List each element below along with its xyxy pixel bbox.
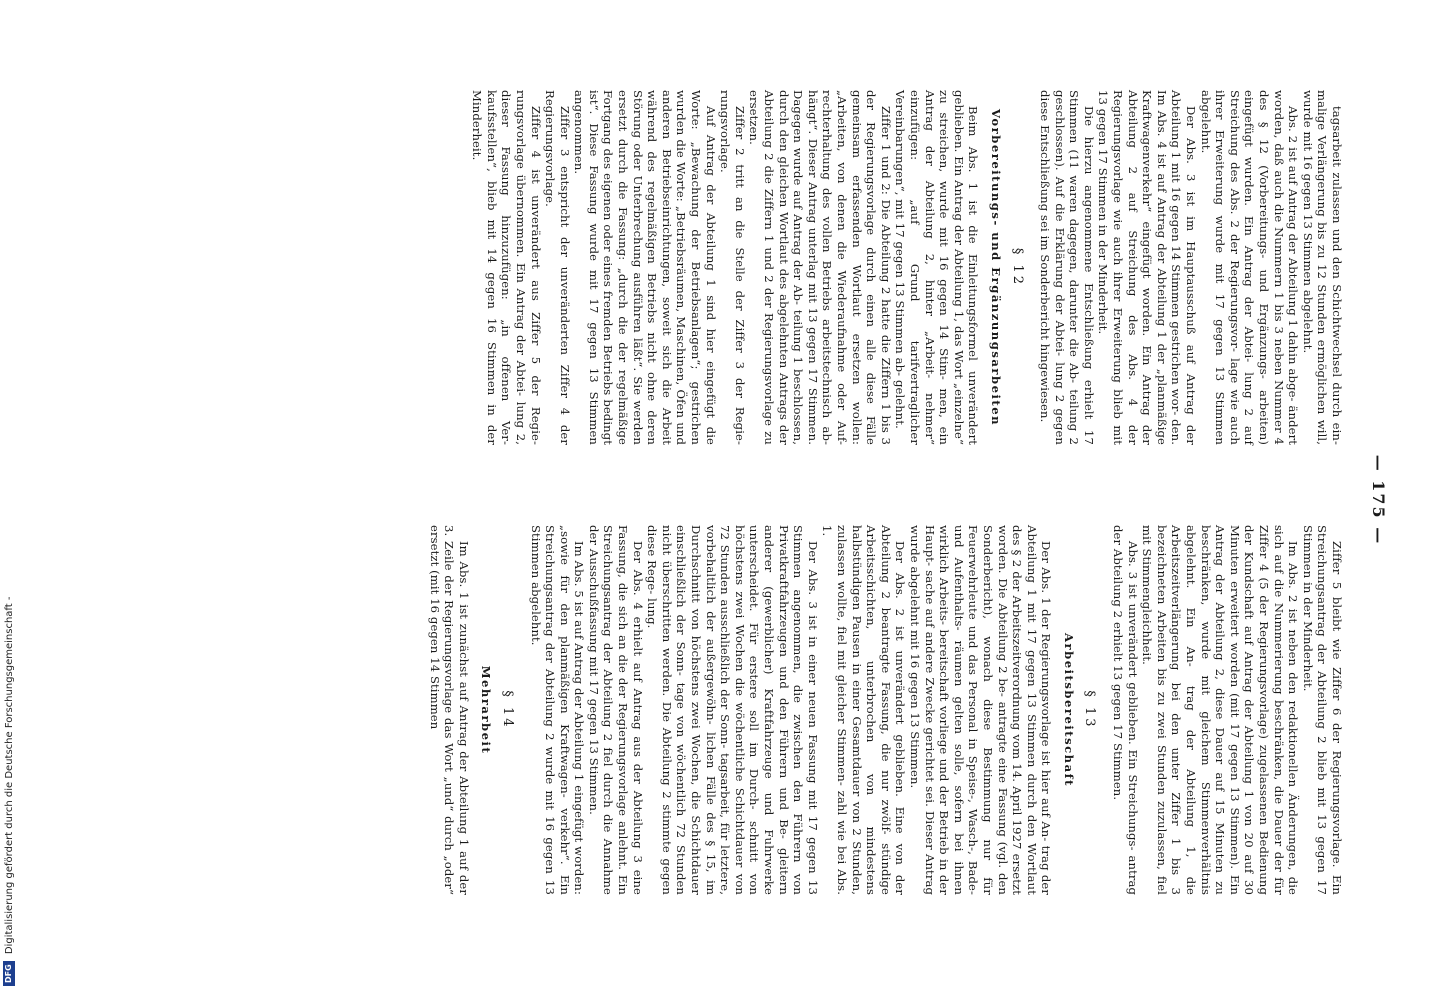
paragraph: Im Abs. 1 ist zunächst auf Antrag der Abteilung 1 auf der 3. Zeile der Regierungsvorlage das Wort „und“ durch „oder“ ersetzt (mit 16 gegen 14 Stimmen — [427, 525, 471, 895]
paragraph: Der Abs. 2 ist unverändert geblieben. Eine von der Abteilung 2 beantragte Fassung, die nur zwölf- stündige Arbeitsschichten, unterbrochen von mindestens halbstündigen Pausen in einer Gesamtdauer von 2 Stunden, zulassen wollte, fiel mit gleicher Stimmen- zahl wie bei Abs. 1. — [820, 525, 908, 895]
paragraph: Im Abs. 2 ist neben den redaktionellen Änderungen, die sich auf die Nummerierung beschränken, die Dauer der für Ziffer 4 (5 der Regierungsvorlage) zugelassenen Bedienung der Kundschaft auf Antrag der Abteilung 1 von 20 auf 30 Minuten erweitert worden (mit 17 gegen 13 Stimmen). Ein Antrag der Abteilung 2, diese Dauer auf 15 Minuten zu beschränken, wurde mit gleichem Stimmenverhältnis abgelehnt. Ein An- trag der Abteilung 1, die Arbeitszeitverlängerung bei den unter Ziffer 1 bis 3 bezeichneten Arbeiten bis zu zwei Stunden zuzulassen, fiel mit Stimmengleichheit. — [1140, 525, 1301, 895]
paragraph: Abs. 2 ist auf Antrag der Abteilung 1 dahin abge- ändert worden, daß auch die Nummern 1 bis 3 neben Nummer 4 des § 12 (Vorbereitungs- und Ergänzungs- arbeiten) eingefügt wurden. Ein Antrag der Abtei- lung 2 auf Streichung des Abs. 2 der Regierungsvor- lage wie auch ihrer Erweiterung wurde mit 17 gegen 13 Stimmen abgelehnt. — [1198, 90, 1301, 445]
text-column-left — [470, 90, 1344, 445]
credit-text: Digitalisierung gefördert durch die Deutsche Forschungsgemeinschaft - — [4, 596, 15, 955]
paragraph: Ziffer 3 entspricht der unveränderten Ziffer 4 der Regierungsvorlage. — [543, 90, 572, 445]
paragraph: Abs. 3 ist unverändert geblieben. Ein Streichungs- antrag der Abteilung 2 erhielt 13 gegen 17 Stimmen. — [1111, 525, 1140, 895]
paragraph: Der Abs. 3 ist im Hauptausschuß auf Antrag der Abteilung 1 mit 16 gegen 14 Stimmen gestrichen wor- den. Im Abs. 4 ist auf Antrag der Abteilung 1 der „planmäßige Kraftwagenverkehr“ eingefügt worden. Ein Antrag der Abteilung 2 auf Streichung des Abs. 4 der Regierungsvorlage wie auch ihrer Erweiterung blieb mit 13 gegen 17 Stimmen in der Minderheit. — [1096, 90, 1199, 445]
paragraph: Beim Abs. 1 ist die Einleitungsformel unverändert geblieben. Ein Antrag der Abteilung 1, das Wort „einzelne“ zu streichen, wurde mit 16 gegen 14 Stim- men, ein Antrag der Abteilung 2, hinter „Arbeit- nehmer“ einzufügen: „auf Grund tarifvertraglicher Vereinbarungen“, mit 17 gegen 13 Stimmen ab- gelehnt. — [893, 90, 981, 445]
paragraph: Ziffer 2 tritt an die Stelle der Ziffer 3 der Regie- rungsvorlage. — [718, 90, 747, 445]
section-title: Vorbereitungs- und Ergänzungsarbeiten — [988, 108, 1003, 427]
section-number: § 14 — [499, 690, 515, 730]
text-column-right — [427, 525, 1344, 895]
section-number: § 12 — [1009, 247, 1025, 288]
paragraph: Im Abs. 5 ist auf Antrag der Abteilung 1 eingefügt worden: „sowie für den planmäßigen Kraftwagen- verkehr“. Ein Streichungsantrag der Abteilung 2 wurde mit 16 gegen 13 Stimmen abgelehnt. — [528, 525, 587, 895]
paragraph: Ziffer 4 ist unverändert aus Ziffer 5 der Regie- rungsvorlage übernommen. Ein Antrag der Abtei- lung 2, dieser Fassung hinzuzufügen: „in offenen Ver- kaufsstellen“, blieb mit 14 gegen 16 Stimmen in der Minderheit. — [470, 90, 543, 445]
paragraph: Der Abs. 4 erhielt auf Antrag aus der Abteilung 3 eine Fassung, die sich an die der Regierungsvorlage anlehnt. Ein Streichungsantrag der Abteilung 2 fiel durch die Annahme der Ausschußfassung mit 17 gegen 13 Stimmen. — [586, 525, 645, 895]
paragraph: Der Abs. 3 ist in einer neuen Fassung mit 17 gegen 13 Stimmen angenommen, die zwischen den Führern von Privatkraftfahrzeugen und den Führern und Be- gleitern anderer (gewerblicher) Kraftfahrzeuge und Fuhrwerke unterscheidet. Für erstere soll im Durch- schnitt von höchstens zwei Wochen die wöchentliche Schichtdauer von 72 Stunden ausschließlich der Sonn- tagsarbeit, für letztere, vorbehaltlich der außergewöhn- lichen Fälle des § 15, im Durchschnitt von höchstens zwei Wochen, die Schichtdauer einschließlich der Sonn- tage von wöchentlich 72 Stunden nicht überschritten werden. Die Abteilung 2 stimmte gegen diese Rege- lung. — [645, 525, 820, 895]
section-number: § 13 — [1082, 690, 1098, 730]
digitization-credit — [2, 0, 18, 1000]
dfg-logo: DFG — [3, 961, 15, 986]
paragraph: Ziffer 5 bleibt wie Ziffer 6 der Regierungsvorlage. Ein Streichungsantrag der Abteilung 2 blieb mit 13 gegen 17 Stimmen in der Minderheit. — [1300, 525, 1344, 895]
paragraph: Die hierzu angenommene Entschließung erhielt 17 Stimmen (11 waren dagegen, darunter die Ab- teilung 2 geschlossen). Auf die Erklärung der Abtei- lung 2 gegen diese Entschließung sei im Sonderbericht hingewiesen. — [1038, 90, 1096, 445]
paragraph: Der Abs. 1 der Regierungsvorlage ist hier auf An- trag der Abteilung 1 mit 17 gegen 13 Stimmen durch den Wortlaut des § 2 der Arbeitszeitverordnung vom 14. April 1927 ersetzt worden. Die Abteilung 2 be- antragte eine Fassung (vgl. den Sonderbericht), wonach diese Bestimmung nur für Feuerwehrleute und das Personal in Speise-, Wasch-, Bade- und Aufenthalts- räumen gelten solle, sofern bei ihnen wirklich Arbeits- bereitschaft vorliege und der Betrieb in der Haupt- sache auf andere Zwecke gerichtet sei. Dieser Antrag wurde abgelehnt mit 16 gegen 13 Stimmen. — [907, 525, 1054, 895]
paragraph: Ziffer 1 und 2: Die Abteilung 2 hatte die Ziffern 1 bis 3 der Regierungsvorlage durch einen alle diese Fälle gemeinsam erfassenden Wortlaut ersetzen wollen: „Arbeiten, von denen die Wiederaufnahme oder Auf- rechterhaltung des vollen Betriebs arbeitstechnisch ab- hängt“. Dieser Antrag unterlag mit 13 gegen 17 Stimmen. Dagegen wurde auf Antrag der Ab- teilung 1 beschlossen, durch den gleichen Wortlaut des abgelehnten Antrags der Abteilung 2 die Ziffern 1 und 2 der Regierungsvorlage zu ersetzen. — [747, 90, 893, 445]
page-number: — 175 — — [1369, 454, 1388, 546]
section-title: Arbeitsbereitschaft — [1061, 633, 1076, 787]
section-title: Mehrarbeit — [479, 665, 494, 755]
paragraph: Auf Antrag der Abteilung 1 sind hier eingefügt die Worte: „Bewachung der Betriebsanlagen“; gestrichen wurden die Worte: „Betriebsräumen, Maschinen, Öfen und anderen Betriebseinrichtungen, soweit sich die Arbeit während des regelmäßigen Betriebs nicht ohne deren Störung oder Unterbrechung ausführen läßt“. Sie werden ersetzt durch die Fassung: „durch die der regelmäßige Fortgang des eigenen oder eines fremden Betriebs bedingt ist“. Diese Fassung wurde mit 17 gegen 13 Stimmen angenommen. — [572, 90, 718, 445]
paragraph: tagsarbeit zulassen und den Schichtwechsel durch ein- malige Verlängerung bis zu 12 Stunden ermöglichen will, wurde mit 16 gegen 13 Stimmen abgelehnt. — [1300, 90, 1344, 445]
